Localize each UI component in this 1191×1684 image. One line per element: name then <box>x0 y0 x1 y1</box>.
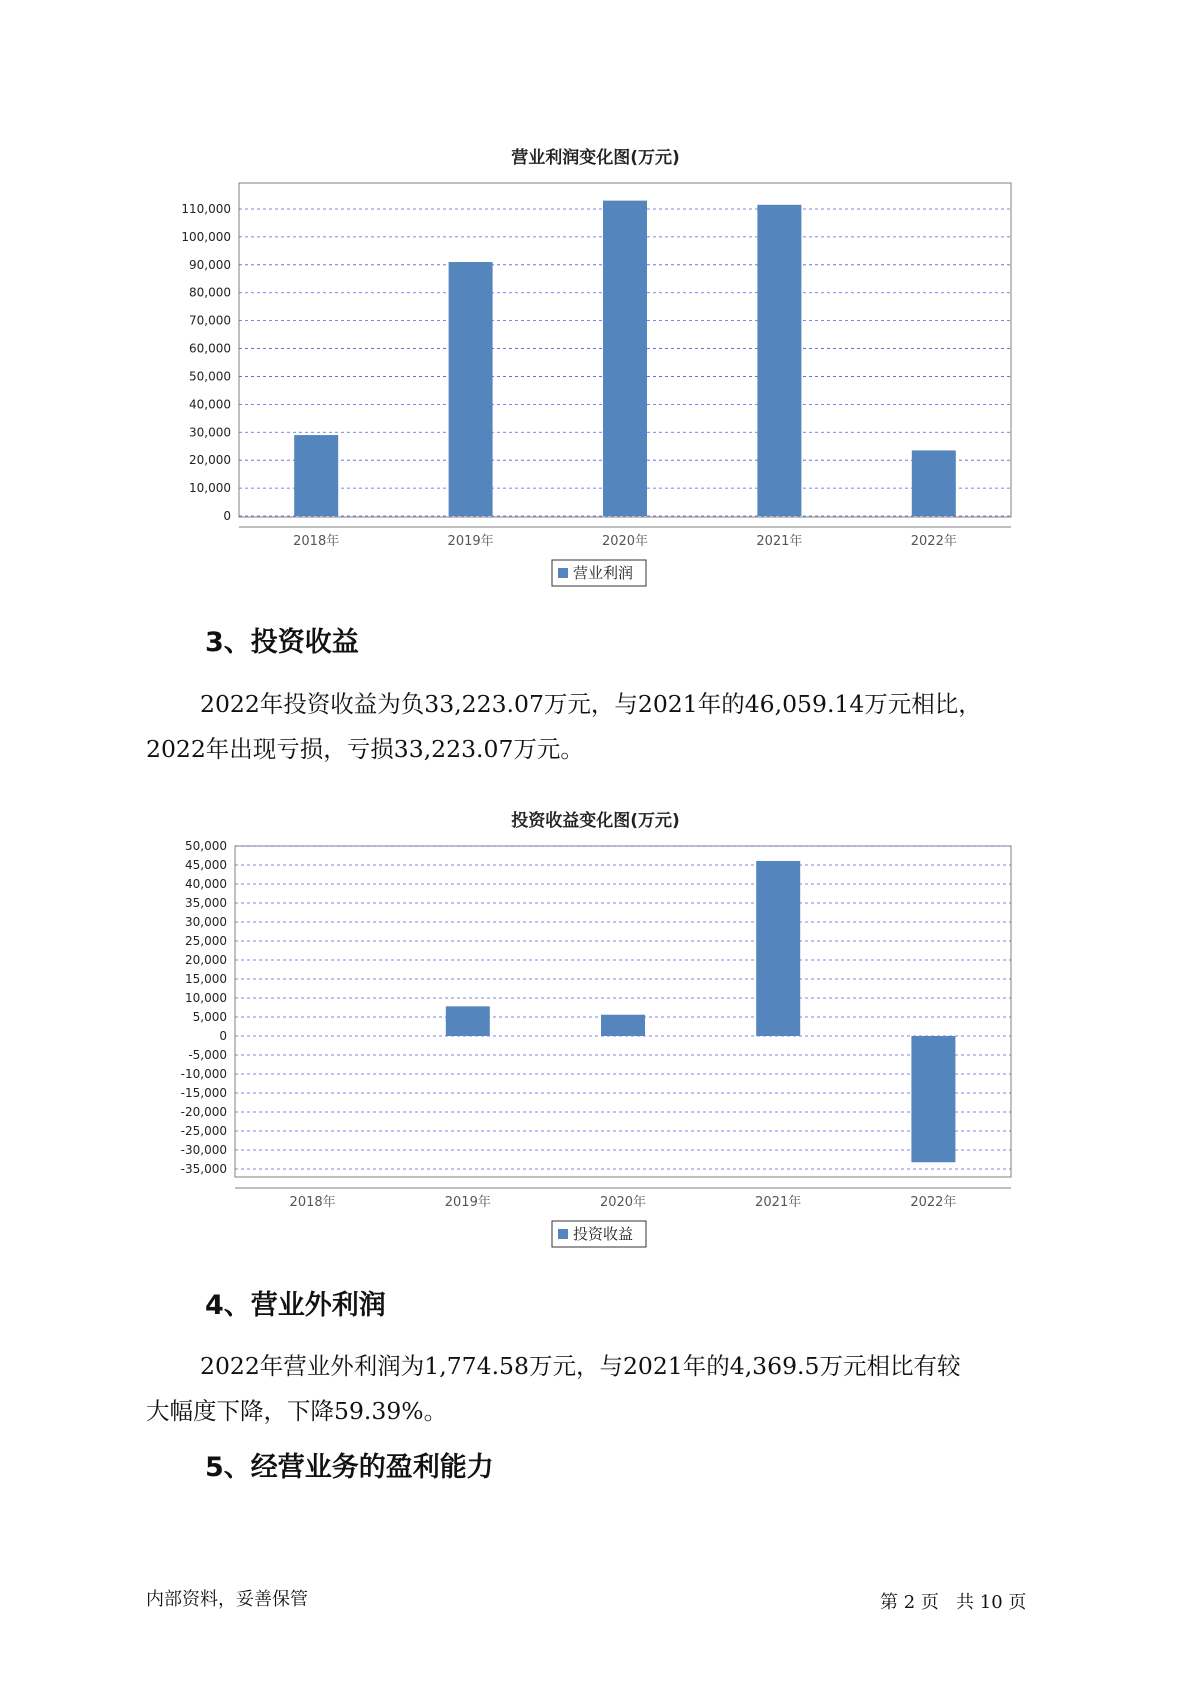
y-tick-label: 40,000 <box>185 877 227 891</box>
section-4-paragraph <box>146 1344 1066 1434</box>
legend-label: 营业利润 <box>573 564 634 582</box>
x-tick-label: 2020年 <box>599 1195 647 1210</box>
y-tick-label: 5,000 <box>192 1010 227 1024</box>
y-tick-label: -30,000 <box>180 1143 227 1157</box>
y-tick-label: 25,000 <box>185 934 227 948</box>
bar-2022年 <box>911 1036 955 1162</box>
x-tick-label: 2022年 <box>910 534 957 549</box>
investment-income-chart-title: 投资收益变化图(万元) <box>511 811 680 831</box>
y-tick-label: -10,000 <box>180 1067 227 1081</box>
section-3-heading: 3、投资收益 <box>205 627 359 658</box>
section-4-heading: 4、营业外利润 <box>205 1290 386 1321</box>
x-tick-label: 2018年 <box>289 1195 336 1210</box>
y-tick-label: 20,000 <box>185 953 227 967</box>
plot-area <box>235 846 1011 1177</box>
y-tick-label: 40,000 <box>189 397 231 412</box>
y-tick-label: 35,000 <box>185 896 227 910</box>
x-tick-label: 2020年 <box>601 534 649 549</box>
bar-2021年 <box>756 861 800 1036</box>
section-4-line-1: 2022年营业外利润为1,774.58万元，与2021年的4,369.5万元相比有较 <box>200 1352 961 1380</box>
y-tick-label: 60,000 <box>189 341 231 356</box>
y-tick-label: 0 <box>223 509 231 523</box>
section-4-line-2: 大幅度下降，下降59.39%。 <box>146 1397 448 1425</box>
y-tick-label: 15,000 <box>185 972 227 986</box>
x-tick-label: 2018年 <box>293 534 340 549</box>
y-tick-label: 10,000 <box>185 991 227 1005</box>
x-tick-label: 2019年 <box>447 534 494 549</box>
y-tick-label: 50,000 <box>189 369 231 384</box>
y-tick-label: 45,000 <box>185 858 227 872</box>
x-tick-label: 2021年 <box>756 534 803 549</box>
legend-swatch <box>558 1229 568 1239</box>
x-tick-label: 2022年 <box>910 1195 957 1210</box>
footer-confidential-note: 内部资料，妥善保管 <box>146 1589 308 1610</box>
y-tick-label: -20,000 <box>180 1105 227 1119</box>
y-tick-label: 110,000 <box>181 202 231 216</box>
y-tick-label: -35,000 <box>180 1162 227 1176</box>
x-tick-label: 2021年 <box>755 1195 802 1210</box>
bar-2020年 <box>601 1015 645 1036</box>
y-tick-label: 10,000 <box>189 481 231 496</box>
y-tick-label: 20,000 <box>189 453 231 468</box>
y-tick-label: 50,000 <box>185 839 227 853</box>
footer-page-number: 第 2 页 共 10 页 <box>880 1592 1027 1613</box>
y-tick-label: 100,000 <box>181 229 231 244</box>
y-tick-label: -15,000 <box>180 1086 227 1100</box>
section-5-heading: 5、经营业务的盈利能力 <box>205 1452 494 1483</box>
y-tick-label: 70,000 <box>189 313 231 328</box>
y-tick-label: 90,000 <box>189 257 231 272</box>
y-tick-label: 0 <box>219 1029 227 1043</box>
legend-label: 投资收益 <box>573 1225 634 1243</box>
y-tick-label: 80,000 <box>189 285 231 300</box>
y-tick-label: 30,000 <box>185 915 227 929</box>
y-tick-label: -5,000 <box>188 1048 227 1062</box>
y-tick-label: -25,000 <box>180 1124 227 1138</box>
operating-profit-chart-title: 营业利润变化图(万元) <box>511 148 680 168</box>
bar-2019年 <box>446 1006 490 1036</box>
y-tick-label: 30,000 <box>189 425 231 440</box>
section-3-line-1: 2022年投资收益为负33,223.07万元，与2021年的46,059.14万元相比， <box>200 690 982 718</box>
x-tick-label: 2019年 <box>444 1195 491 1210</box>
section-3-line-2: 2022年出现亏损，亏损33,223.07万元。 <box>146 735 584 763</box>
